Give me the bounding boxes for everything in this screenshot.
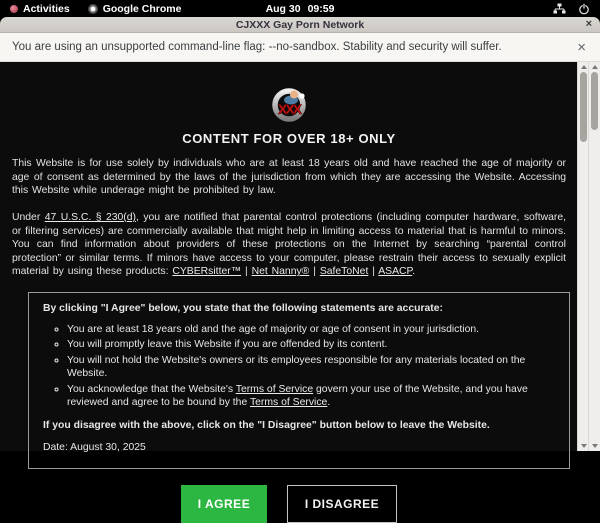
- power-icon[interactable]: [578, 3, 590, 15]
- app-menu-google-chrome[interactable]: [88, 3, 182, 15]
- site-logo: [0, 84, 578, 126]
- warning-text: You are using an unsupported command-line flag: --no-sandbox. Stability and security will suffer.: [12, 41, 502, 53]
- i-agree-button[interactable]: I AGREE: [181, 485, 267, 523]
- window-title-bar: [0, 17, 600, 33]
- usc-230d-link[interactable]: 47 U.S.C. § 230(d): [44, 211, 137, 223]
- b4-mid: govern your use of the Website, and you have reviewed and agree to be bound by the: [67, 383, 528, 409]
- netnanny-link[interactable]: Net Nanny®: [251, 266, 310, 278]
- cybersitter-link[interactable]: CYBERsitter™: [172, 266, 242, 278]
- intro-paragraph: [12, 157, 566, 198]
- agreement-box: [28, 292, 570, 469]
- p2-body: , you are notified that parental control protections (including computer hardware, software, or filtering services) are commercially available that might help in limiting access to material that is harmful to minors. You can find information about providers of these protections on the Internet by searching “parental control protection” or similar terms. If minors have access to your computer, please restrain their access to sexually explicit material by using these products:: [12, 211, 566, 278]
- window-scrollbar[interactable]: [588, 62, 600, 451]
- window-title: CJXXX Gay Porn Network: [235, 18, 365, 31]
- clock-time: 09:59: [307, 2, 335, 15]
- list-item: ◦ You will promptly leave this Website if you are offended by its content.: [67, 338, 555, 352]
- chrome-icon: [88, 4, 98, 14]
- p2-prefix: Under: [12, 211, 45, 223]
- p2-separator: |: [309, 266, 320, 278]
- p2-separator: |: [241, 266, 252, 278]
- chrome-flag-warning-bar: [0, 33, 600, 62]
- activities-indicator-icon: [10, 5, 18, 13]
- agreement-heading: By clicking "I Agree" below, you state that the following statements are accurate:: [43, 303, 443, 314]
- logo-xxx-text: XXX: [277, 101, 301, 117]
- b4-pre: You acknowledge that the Website's: [67, 383, 236, 395]
- activities-button[interactable]: [10, 3, 70, 15]
- clock-date: Aug 30: [265, 2, 301, 15]
- intro-paragraph-text: This Website is for use solely by individuals who are at least 18 years old and have reached the age of majority or age of consent as determined by the laws of the jurisdiction from which they are accessing the Website. Accessing this Website while underage might be prohibited by law.: [12, 158, 566, 197]
- page-viewport: [0, 62, 600, 511]
- network-icon[interactable]: [553, 3, 566, 14]
- terms-of-service-link[interactable]: Terms of Service: [235, 383, 314, 395]
- list-item: ◦ You are at least 18 years old and the age of majority or age of consent in your jurisdiction.: [67, 323, 555, 337]
- activities-label: Activities: [23, 2, 70, 15]
- scroll-down-icon[interactable]: [581, 444, 587, 448]
- terms-of-service-link[interactable]: Terms of Service: [249, 397, 328, 409]
- scroll-up-icon[interactable]: [592, 65, 598, 69]
- date-line: Date: August 30, 2025: [43, 442, 146, 454]
- p2-period: .: [412, 266, 416, 278]
- scroll-up-icon[interactable]: [581, 65, 587, 69]
- b4-post: .: [327, 397, 331, 409]
- agreement-statements-list: [43, 323, 555, 410]
- asacp-link[interactable]: ASACP: [378, 266, 413, 278]
- scroll-down-icon[interactable]: [592, 444, 598, 448]
- disagree-note: If you disagree with the above, click on the "I Disagree" button below to leave the Website.: [43, 419, 490, 431]
- warning-close-icon[interactable]: ×: [577, 38, 586, 56]
- window-close-icon[interactable]: ×: [585, 18, 592, 30]
- list-item-terms: [67, 383, 555, 410]
- parental-control-paragraph: [12, 211, 566, 279]
- window-scrollbar-thumb[interactable]: [591, 72, 598, 130]
- safetonet-link[interactable]: SafeToNet: [319, 266, 369, 278]
- list-item: ◦ You will not hold the Website's owners or its employees responsible for any materials located on the Website.: [67, 354, 555, 381]
- gnome-top-bar: [0, 0, 600, 17]
- page-title: CONTENT FOR OVER 18+ ONLY: [182, 131, 396, 146]
- app-menu-label: Google Chrome: [102, 2, 182, 15]
- i-disagree-button[interactable]: I DISAGREE: [287, 485, 397, 523]
- consent-button-row: [0, 485, 578, 523]
- p2-separator: |: [368, 266, 379, 278]
- age-gate-content: [0, 62, 578, 523]
- inner-scrollbar-thumb[interactable]: [580, 72, 587, 142]
